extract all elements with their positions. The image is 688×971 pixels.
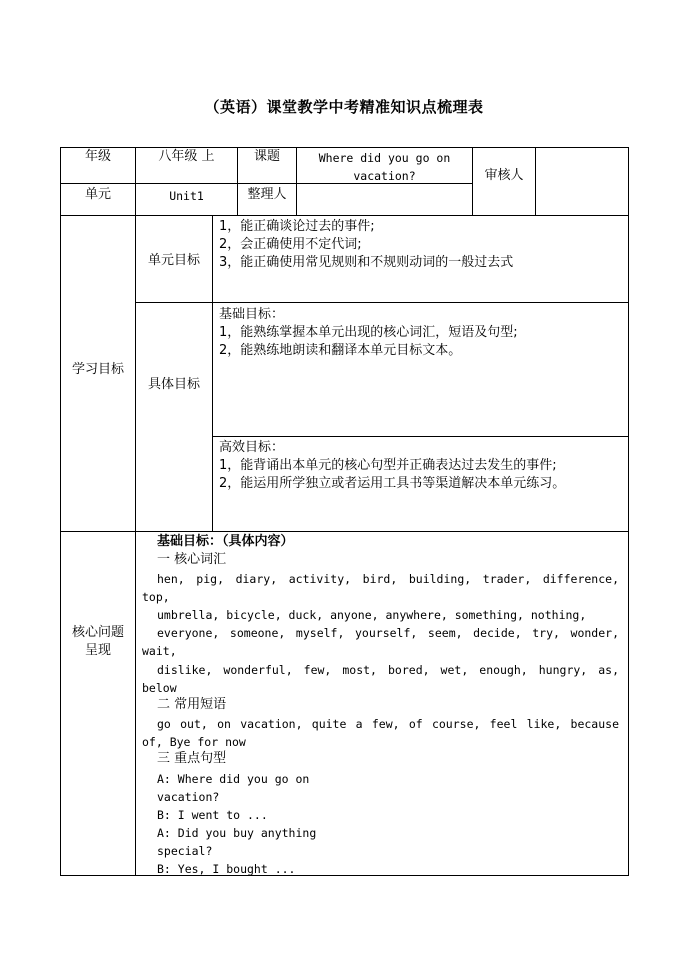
advanced-goal-2: 2，能运用所学独立或者运用工具书等渠道解决本单元练习。 [219,476,566,491]
vocab-line: hen, pig, diary, activity, bird, building, trader, difference, [157,572,619,586]
vocab-line: top, [142,590,170,604]
organizer-label: 整理人 [247,187,287,202]
grade-label: 年级 [84,149,111,164]
unit-goal-3: 3，能正确使用常见规则和不规则动词的一般过去式 [219,255,514,270]
phrase-title: 二 常用短语 [157,697,227,712]
vocab-line: wait, [142,644,177,658]
vocab-title: 一 核心词汇 [157,552,227,567]
learning-goals-label: 学习目标 [71,362,124,377]
sentence-line: B: Yes, I bought ... [157,862,296,876]
unit-label: 单元 [84,187,111,202]
grade-value: 八年级 上 [158,149,215,164]
basic-goal-1: 1，能熟练掌握本单元出现的核心词汇，短语及句型; [219,325,518,340]
page-title: （英语）课堂教学中考精准知识点梳理表 [204,98,484,116]
sentence-line: special? [157,844,213,858]
topic-value-line2: vacation? [353,169,416,183]
phrase-line: go out, on vacation, quite a few, of course, feel like, because [157,717,619,731]
phrase-line: of, Bye for now [142,735,246,749]
unit-value: Unit1 [169,189,204,203]
advanced-goal-title: 高效目标： [219,440,285,455]
core-label-line1: 核心问题 [71,625,124,640]
basic-goal-2: 2，能熟练地朗读和翻译本单元目标文本。 [219,343,462,358]
unit-goal-label: 单元目标 [147,253,200,268]
advanced-goal-1: 1，能背诵出本单元的核心句型并正确表达过去发生的事件; [219,458,557,473]
unit-goal-1: 1，能正确谈论过去的事件; [219,219,375,234]
vocab-line: everyone, someone, myself, yourself, seem, decide, try, wonder, [157,626,619,640]
vocab-line: below [142,681,177,695]
sentence-line: A: Did you buy anything [157,826,317,840]
topic-label: 课题 [253,149,280,164]
core-heading: 基础目标：（具体内容） [157,534,294,549]
sentence-line: A: Where did you go on [157,772,310,786]
core-label-line2: 呈现 [84,643,111,658]
sentence-line: B: I went to ... [157,808,268,822]
sentence-line: vacation? [157,790,220,804]
vocab-line: dislike, wonderful, few, most, bored, wet, enough, hungry, as, [157,663,619,677]
sentence-title: 三 重点句型 [157,751,227,766]
vocab-line: umbrella, bicycle, duck, anyone, anywhere, something, nothing, [157,608,587,622]
unit-goal-2: 2，会正确使用不定代词; [219,237,362,252]
specific-goal-label: 具体目标 [147,377,200,392]
reviewer-label: 审核人 [484,168,524,183]
topic-value-line1: Where did you go on [318,151,451,165]
basic-goal-title: 基础目标： [219,307,285,322]
